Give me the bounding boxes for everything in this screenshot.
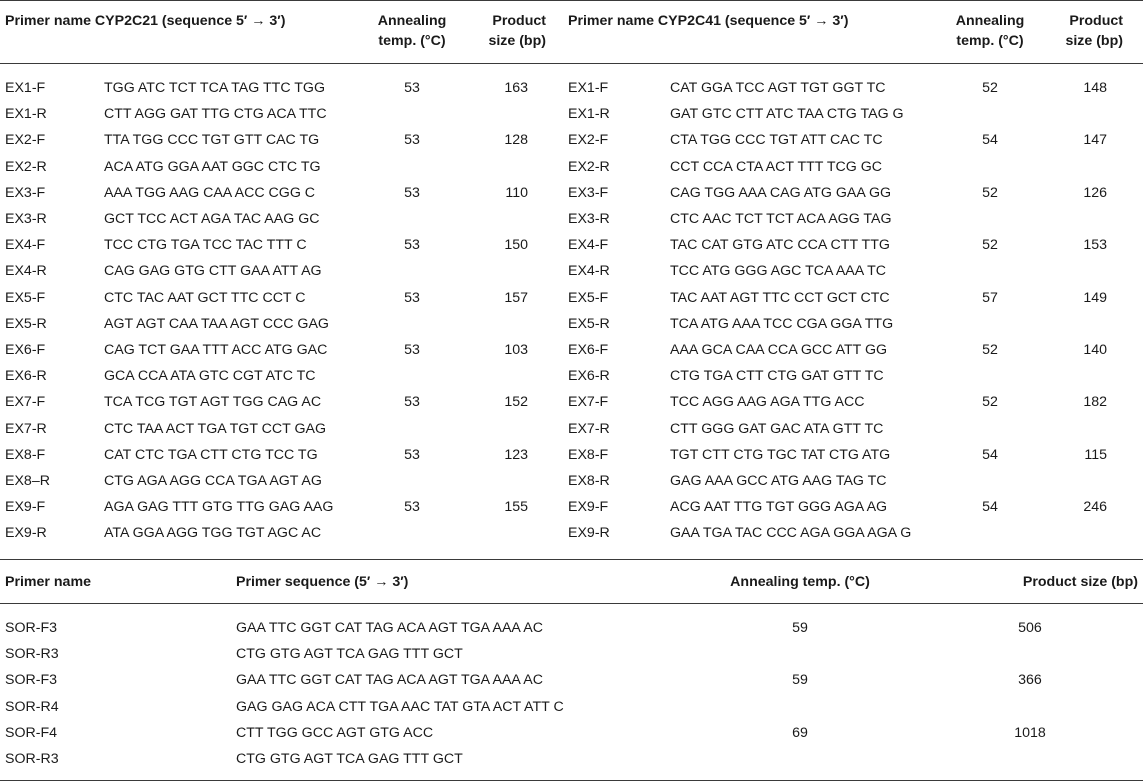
t1-right-sequence: CCT CCA CTA ACT TTT TCG GC bbox=[670, 158, 883, 175]
t1-header-right-size-line1: Product bbox=[1069, 13, 1123, 29]
t1-header-left-size-line1: Product bbox=[492, 13, 546, 29]
t1-left-sequence: CTT AGG GAT TTG CTG ACA TTC bbox=[104, 106, 327, 123]
table-divider-rule bbox=[0, 559, 1143, 560]
t1-right-primer-name: EX8-R bbox=[568, 473, 610, 489]
t1-header-right-temp-line1: Annealing bbox=[955, 13, 1025, 29]
t1-left-sequence: CTC TAA ACT TGA TGT CCT GAG bbox=[104, 420, 327, 437]
t1-left-sequence: CTG AGA AGG CCA TGA AGT AG bbox=[104, 473, 322, 489]
t1-right-primer-name: EX9-R bbox=[568, 525, 610, 542]
t1-left-product-size: 155 bbox=[504, 499, 528, 516]
t1-right-primer-name: EX4-F bbox=[568, 237, 609, 254]
t2-primer-name: SOR-R4 bbox=[5, 698, 59, 715]
t1-right-primer-name: EX5-R bbox=[568, 315, 610, 332]
t1-right-sequence: CAT GGA TCC AGT TGT GGT TC bbox=[670, 80, 886, 96]
t1-right-sequence: CTT GGG GAT GAC ATA GTT TC bbox=[670, 420, 884, 437]
bottom-rule bbox=[0, 780, 1143, 781]
t1-left-primer-name: EX5-F bbox=[5, 289, 46, 306]
t1-right-sequence: GAA TGA TAC CCC AGA GGA AGA G bbox=[670, 525, 912, 542]
t2-product-size: 1018 bbox=[1014, 724, 1046, 741]
t1-left-annealing-temp: 53 bbox=[404, 342, 420, 358]
t1-left-product-size: 150 bbox=[504, 237, 528, 254]
t1-left-sequence: TTA TGG CCC TGT GTT CAC TG bbox=[104, 132, 320, 149]
t2-header-temp: Annealing temp. (°C) bbox=[730, 574, 870, 590]
t1-left-sequence: TCC CTG TGA TCC TAC TTT C bbox=[104, 237, 307, 254]
t1-right-primer-name: EX5-F bbox=[568, 289, 609, 306]
t1-right-product-size: 115 bbox=[1084, 446, 1107, 463]
t1-left-primer-name: EX5-R bbox=[5, 315, 47, 332]
t1-right-product-size: 246 bbox=[1083, 499, 1107, 516]
t1-left-primer-name: EX3-R bbox=[5, 211, 47, 227]
t2-primer-name: SOR-R3 bbox=[5, 646, 59, 663]
t1-right-primer-name: EX8-F bbox=[568, 446, 609, 463]
t1-left-primer-name: EX2-R bbox=[5, 158, 47, 175]
t1-right-sequence: GAT GTC CTT ATC TAA CTG TAG G bbox=[670, 106, 904, 123]
t1-right-product-size: 182 bbox=[1083, 394, 1107, 411]
t1-left-sequence: AGT AGT CAA TAA AGT CCC GAG bbox=[104, 315, 329, 332]
t2-product-size: 366 bbox=[1018, 672, 1042, 689]
t1-right-product-size: 153 bbox=[1083, 237, 1107, 254]
t2-primer-sequence: CTG GTG AGT TCA GAG TTT GCT bbox=[236, 646, 463, 663]
t1-right-annealing-temp: 54 bbox=[982, 446, 998, 463]
t1-left-sequence: CAG TCT GAA TTT ACC ATG GAC bbox=[104, 342, 328, 358]
t1-left-product-size: 128 bbox=[504, 132, 528, 149]
t1-header-left-temp-line2: temp. (°C) bbox=[378, 33, 446, 49]
header-rule-1 bbox=[0, 63, 1143, 64]
t1-right-sequence: TAC AAT AGT TTC CCT GCT CTC bbox=[670, 289, 890, 306]
t1-left-sequence: CAT CTC TGA CTT CTG TCC TG bbox=[104, 446, 318, 463]
t1-left-sequence: AGA GAG TTT GTG TTG GAG AAG bbox=[104, 499, 334, 516]
t1-right-product-size: 148 bbox=[1083, 80, 1107, 96]
t1-header-left-temp-line1: Annealing bbox=[377, 13, 447, 29]
t1-left-primer-name: EX7-R bbox=[5, 420, 47, 437]
t2-annealing-temp: 59 bbox=[792, 620, 808, 636]
t2-annealing-temp: 59 bbox=[792, 672, 808, 689]
t2-primer-sequence: GAA TTC GGT CAT TAG ACA AGT TGA AAA AC bbox=[236, 620, 543, 636]
t1-left-sequence: GCA CCA ATA GTC CGT ATC TC bbox=[104, 368, 316, 385]
t1-left-primer-name: EX6-F bbox=[5, 342, 46, 358]
t1-left-sequence: ACA ATG GGA AAT GGC CTC TG bbox=[104, 158, 321, 175]
t1-right-primer-name: EX2-R bbox=[568, 158, 610, 175]
t1-right-product-size: 140 bbox=[1083, 342, 1107, 358]
t1-left-primer-name: EX1-R bbox=[5, 106, 47, 123]
t1-right-sequence: AAA GCA CAA CCA GCC ATT GG bbox=[670, 342, 888, 358]
t2-primer-name: SOR-F4 bbox=[5, 724, 58, 741]
t1-right-sequence: GAG AAA GCC ATG AAG TAG TC bbox=[670, 473, 887, 489]
t1-left-annealing-temp: 53 bbox=[404, 80, 420, 96]
t1-header-left-size-line2: size (bp) bbox=[488, 33, 546, 49]
t1-header-right-size-line2: size (bp) bbox=[1065, 33, 1123, 49]
t1-right-sequence: TCC AGG AAG AGA TTG ACC bbox=[670, 394, 865, 411]
t1-left-primer-name: EX2-F bbox=[5, 132, 46, 149]
t1-right-sequence: CTC AAC TCT TCT ACA AGG TAG bbox=[670, 211, 892, 227]
t2-header-size: Product size (bp) bbox=[1022, 574, 1138, 590]
t1-right-annealing-temp: 54 bbox=[982, 499, 998, 516]
t1-header-left-name: Primer name CYP2C21 (sequence 5′ → 3′) bbox=[5, 13, 286, 29]
t1-left-sequence: CAG GAG GTG CTT GAA ATT AG bbox=[104, 263, 322, 280]
t1-left-primer-name: EX1-F bbox=[5, 80, 46, 96]
t1-right-product-size: 149 bbox=[1083, 289, 1107, 306]
t1-left-annealing-temp: 53 bbox=[404, 446, 420, 463]
t1-right-sequence: CAG TGG AAA CAG ATG GAA GG bbox=[670, 184, 892, 201]
t1-left-primer-name: EX8–R bbox=[5, 473, 50, 489]
header-rule-2 bbox=[0, 603, 1143, 604]
t1-left-annealing-temp: 53 bbox=[404, 237, 420, 254]
t1-right-sequence: TCA ATG AAA TCC CGA GGA TTG bbox=[670, 315, 894, 332]
t1-right-primer-name: EX7-R bbox=[568, 420, 610, 437]
t1-left-product-size: 163 bbox=[504, 80, 528, 96]
t1-right-annealing-temp: 52 bbox=[982, 80, 998, 96]
t2-annealing-temp: 69 bbox=[792, 724, 808, 741]
t1-right-annealing-temp: 52 bbox=[982, 342, 998, 358]
t1-left-primer-name: EX9-F bbox=[5, 499, 46, 516]
t1-left-product-size: 110 bbox=[505, 184, 528, 201]
t1-right-primer-name: EX3-R bbox=[568, 211, 610, 227]
t1-left-annealing-temp: 53 bbox=[404, 132, 420, 149]
t2-primer-sequence: GAA TTC GGT CAT TAG ACA AGT TGA AAA AC bbox=[236, 672, 543, 689]
t2-header-seq: Primer sequence (5′ → 3′) bbox=[236, 574, 409, 590]
t1-right-annealing-temp: 52 bbox=[982, 237, 998, 254]
t1-left-primer-name: EX4-F bbox=[5, 237, 46, 254]
t1-right-primer-name: EX6-R bbox=[568, 368, 610, 385]
t1-right-primer-name: EX3-F bbox=[568, 184, 609, 201]
t1-left-sequence: ATA GGA AGG TGG TGT AGC AC bbox=[104, 525, 322, 542]
t2-primer-sequence: CTG GTG AGT TCA GAG TTT GCT bbox=[236, 751, 463, 767]
t1-left-product-size: 157 bbox=[504, 289, 528, 306]
t2-primer-name: SOR-F3 bbox=[5, 672, 58, 689]
t1-right-annealing-temp: 57 bbox=[982, 289, 998, 306]
top-rule bbox=[0, 0, 1143, 1]
t1-left-primer-name: EX8-F bbox=[5, 446, 46, 463]
t1-left-sequence: TCA TCG TGT AGT TGG CAG AC bbox=[104, 394, 322, 411]
t1-left-primer-name: EX3-F bbox=[5, 184, 46, 201]
t1-left-sequence: CTC TAC AAT GCT TTC CCT C bbox=[104, 289, 306, 306]
t1-right-primer-name: EX4-R bbox=[568, 263, 610, 280]
t1-right-primer-name: EX9-F bbox=[568, 499, 609, 516]
t1-right-sequence: TGT CTT CTG TGC TAT CTG ATG bbox=[670, 446, 891, 463]
t1-left-primer-name: EX6-R bbox=[5, 368, 47, 385]
t1-right-sequence: TCC ATG GGG AGC TCA AAA TC bbox=[670, 263, 887, 280]
t1-right-product-size: 126 bbox=[1083, 184, 1107, 201]
t1-right-annealing-temp: 52 bbox=[982, 184, 998, 201]
t2-primer-name: SOR-R3 bbox=[5, 751, 59, 767]
t1-header-right-temp-line2: temp. (°C) bbox=[956, 33, 1024, 49]
t1-right-annealing-temp: 52 bbox=[982, 394, 998, 411]
t1-right-sequence: ACG AAT TTG TGT GGG AGA AG bbox=[670, 499, 888, 516]
t1-left-primer-name: EX9-R bbox=[5, 525, 47, 542]
t1-left-product-size: 152 bbox=[504, 394, 528, 411]
t1-left-sequence: AAA TGG AAG CAA ACC CGG C bbox=[104, 184, 316, 201]
t1-left-annealing-temp: 53 bbox=[404, 499, 420, 516]
t2-header-name: Primer name bbox=[5, 574, 91, 590]
t2-primer-name: SOR-F3 bbox=[5, 620, 58, 636]
t1-right-sequence: TAC CAT GTG ATC CCA CTT TTG bbox=[670, 237, 890, 254]
t1-header-right-name: Primer name CYP2C41 (sequence 5′ → 3′) bbox=[568, 13, 849, 29]
t1-right-sequence: CTG TGA CTT CTG GAT GTT TC bbox=[670, 368, 884, 385]
t1-left-product-size: 123 bbox=[504, 446, 528, 463]
t1-right-primer-name: EX1-F bbox=[568, 80, 609, 96]
t1-left-primer-name: EX4-R bbox=[5, 263, 47, 280]
t1-left-annealing-temp: 53 bbox=[404, 289, 420, 306]
t2-primer-sequence: GAG GAG ACA CTT TGA AAC TAT GTA ACT ATT C bbox=[236, 698, 564, 715]
t1-left-annealing-temp: 53 bbox=[404, 394, 420, 411]
t2-product-size: 506 bbox=[1018, 620, 1042, 636]
t1-right-primer-name: EX2-F bbox=[568, 132, 609, 149]
t1-right-sequence: CTA TGG CCC TGT ATT CAC TC bbox=[670, 132, 883, 149]
t1-right-primer-name: EX6-F bbox=[568, 342, 609, 358]
t1-left-annealing-temp: 53 bbox=[404, 184, 420, 201]
t1-right-annealing-temp: 54 bbox=[982, 132, 998, 149]
t1-left-sequence: TGG ATC TCT TCA TAG TTC TGG bbox=[104, 80, 325, 96]
t1-right-primer-name: EX1-R bbox=[568, 106, 610, 123]
t1-left-product-size: 103 bbox=[504, 342, 528, 358]
t1-right-product-size: 147 bbox=[1083, 132, 1107, 149]
t1-left-primer-name: EX7-F bbox=[5, 394, 46, 411]
t1-right-primer-name: EX7-F bbox=[568, 394, 609, 411]
t2-primer-sequence: CTT TGG GCC AGT GTG ACC bbox=[236, 724, 434, 741]
t1-left-sequence: GCT TCC ACT AGA TAC AAG GC bbox=[104, 211, 320, 227]
